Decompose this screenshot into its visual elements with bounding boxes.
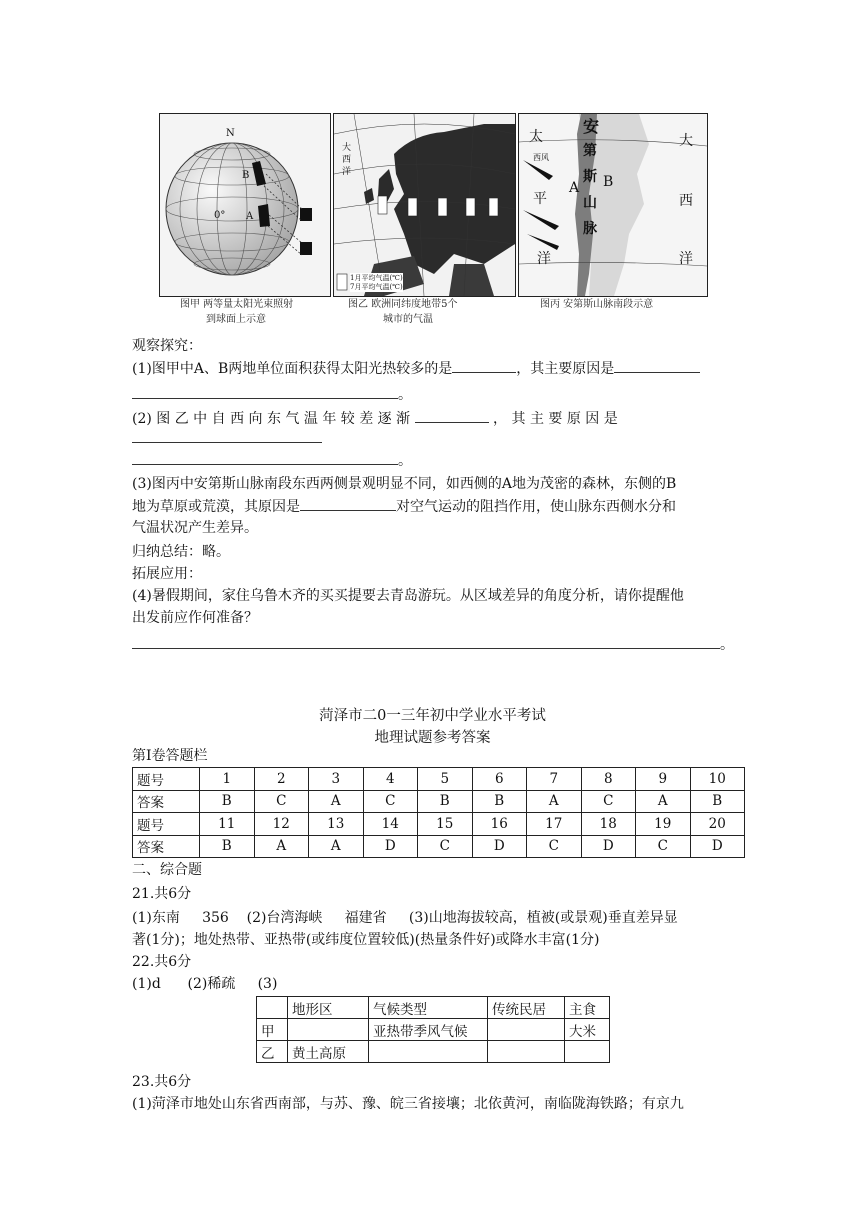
num-cell: 18 [581,813,636,836]
q2-line-2 [132,428,322,449]
table-row [133,835,745,858]
row-label: 答案 [133,790,200,813]
label-b: B [242,170,250,181]
num-cell: 10 [690,768,745,791]
ans-cell: A [309,790,364,813]
num-cell: 9 [636,768,691,791]
label-ping: 平 [533,191,547,207]
header-cell: 传统民居 [488,997,565,1019]
cell: 甲 [257,1019,288,1041]
label-westerly: 西风 [533,153,549,162]
num-cell: 2 [254,768,309,791]
cell [369,1041,488,1063]
q23-title: 23.共6分 [132,1074,192,1090]
cell: 大米 [565,1019,610,1041]
q4-line-3 [132,634,734,655]
ans-cell: C [527,835,582,858]
q2-blank-3[interactable] [132,450,398,465]
ans-cell: D [690,835,745,858]
label-di: 第 [583,143,597,159]
globe-diagram [160,114,330,296]
q3-blank[interactable] [300,496,396,511]
ans-cell: C [254,790,309,813]
label-yang1: 洋 [537,251,551,267]
figure-jia-globe [159,113,331,297]
num-cell: 19 [636,813,691,836]
q3-line-1: (3)图丙中安第斯山脉南段东西两侧景观明显不同，如西侧的A地为茂密的森林，东侧的B [132,476,677,492]
caption-jia-1: 图甲 两等量太阳光束照射 [180,299,294,310]
q3-line-2 [132,496,676,517]
ans-cell: B [418,790,473,813]
q21-line-2: 著(1分)；地处热带、亚热带(或纬度位置较低)(热量条件好)或降水丰富(1分) [132,932,600,948]
row-label: 题号 [133,813,200,836]
label-shan: 山 [583,195,597,211]
ans-cell: A [254,835,309,858]
label-yang2: 洋 [679,251,693,267]
q2-text-b: ， 其 主 要 原 因 是 [493,411,618,427]
q1-blank-3[interactable] [132,384,398,399]
answers-title-1: 菏泽市二0一三年初中学业水平考试 [319,708,546,724]
cell [565,1041,610,1063]
ans-cell: B [690,790,745,813]
ans-cell: D [581,835,636,858]
q1-blank-1[interactable] [452,358,516,373]
ans-cell: C [581,790,636,813]
ans-cell: C [418,835,473,858]
caption-yi-1: 图乙 欧洲同纬度地带5个 [348,299,458,310]
header-cell: 气候类型 [369,997,488,1019]
q23-line-1: (1)菏泽市地处山东省西南部，与苏、豫、皖三省接壤；北依黄河，南临陇海铁路；有京九 [132,1096,684,1112]
answer-table [132,767,745,858]
num-cell: 6 [472,768,527,791]
num-cell: 4 [363,768,418,791]
q3-text-b: 对空气运动的阻挡作用，使山脉东西侧水分和 [396,499,676,515]
question-1 [132,358,700,379]
num-cell: 5 [418,768,473,791]
label-si: 斯 [583,169,597,185]
q2-blank-2[interactable] [132,428,322,443]
table-row [257,997,610,1019]
label-n: N [226,128,235,139]
row-label: 题号 [133,768,200,791]
label-b: B [603,174,614,190]
q2-blank-1[interactable] [415,408,489,423]
q4-line-1: (4)暑假期间，家住乌鲁木齐的买买提要去青岛游玩。从区域差异的角度分析，请你提醒他 [132,588,684,604]
legend-jan: 1月平均气温(℃) [350,274,403,282]
section-observe: 观察探究： [132,338,202,354]
header-cell [257,997,288,1019]
cell: 乙 [257,1041,288,1063]
cell [288,1019,369,1041]
answers-title-2: 地理试题参考答案 [374,730,491,746]
q22-line-1: (1)d (2)稀疏 (3) [132,976,278,992]
table-row [257,1041,610,1063]
q21-line-1: (1)东南 356 (2)台湾海峡 福建省 (3)山地海拔较高，植被(或景观)垂直差异显 [132,910,678,926]
num-cell: 14 [363,813,418,836]
q1-blank-2[interactable] [614,358,700,373]
ans-cell: C [636,835,691,858]
header-cell: 主食 [565,997,610,1019]
q1-line-2 [132,384,412,405]
q4-blank[interactable] [132,634,720,649]
num-cell: 16 [472,813,527,836]
q2-text-a: (2) 图 乙 中 自 西 向 东 气 温 年 较 差 逐 渐 [132,411,411,427]
ans-cell: A [527,790,582,813]
caption-yi-2: 城市的气温 [383,314,433,325]
num-cell: 17 [527,813,582,836]
table-row [133,790,745,813]
q4-period: 。 [720,637,734,653]
num-cell: 7 [527,768,582,791]
label-da: 大 [679,133,693,149]
num-cell: 1 [200,768,255,791]
cell: 亚热带季风气候 [369,1019,488,1041]
section-extend: 拓展应用： [132,566,202,582]
caption-jia-2: 到球面上示意 [206,314,266,325]
label-a: A [569,180,580,196]
num-cell: 11 [200,813,255,836]
ans-cell: A [309,835,364,858]
cell: 黄土高原 [288,1041,369,1063]
num-cell: 20 [690,813,745,836]
label-zero: 0° [214,210,226,221]
table-row [133,768,745,791]
label-mai: 脉 [583,221,597,237]
num-cell: 15 [418,813,473,836]
ans-cell: A [636,790,691,813]
cell [488,1019,565,1041]
caption-bing: 图丙 安第斯山脉南段示意 [540,299,654,310]
figure-bing-andes [518,113,708,297]
ans-cell: C [363,790,418,813]
answers-section-2: 二、综合题 [132,862,202,878]
row-label: 答案 [133,835,200,858]
num-cell: 3 [309,768,364,791]
question-2 [132,408,618,429]
ans-cell: D [363,835,418,858]
ans-cell: B [200,835,255,858]
q3-line-3: 气温状况产生差异。 [132,520,258,536]
summary: 归纳总结：略。 [132,544,230,560]
q1-period: 。 [398,387,412,403]
q4-line-2: 出发前应作何准备？ [132,610,258,626]
q1-text-a: (1)图甲中A、B两地单位面积获得太阳光热较多的是 [132,361,453,377]
num-cell: 12 [254,813,309,836]
header-cell: 地形区 [288,997,369,1019]
num-cell: 8 [581,768,636,791]
answers-section-1: 第Ⅰ卷答题栏 [132,748,208,764]
q22-title: 22.共6分 [132,954,192,970]
ans-cell: B [200,790,255,813]
q3-text-a: 地为草原或荒漠，其原因是 [132,499,300,515]
figure-yi-europe-map [333,113,516,297]
q1-text-b: ，其主要原因是 [516,361,615,377]
table-row [257,1019,610,1041]
num-cell: 13 [309,813,364,836]
q2-period: 。 [398,453,412,469]
table-row [133,813,745,836]
ans-cell: D [472,835,527,858]
cell [488,1041,565,1063]
label-an: 安 [583,117,600,136]
label-xi: 西 [679,193,693,209]
label-a: A [246,211,254,222]
ans-cell: B [472,790,527,813]
q22-table [256,996,610,1063]
q2-line-3 [132,450,412,471]
ocean-label: 大西洋 [342,143,352,177]
europe-map [334,114,515,296]
label-tai: 太 [529,129,543,145]
q21-title: 21.共6分 [132,886,192,902]
legend-jul: 7月平均气温(℃) [350,283,403,291]
